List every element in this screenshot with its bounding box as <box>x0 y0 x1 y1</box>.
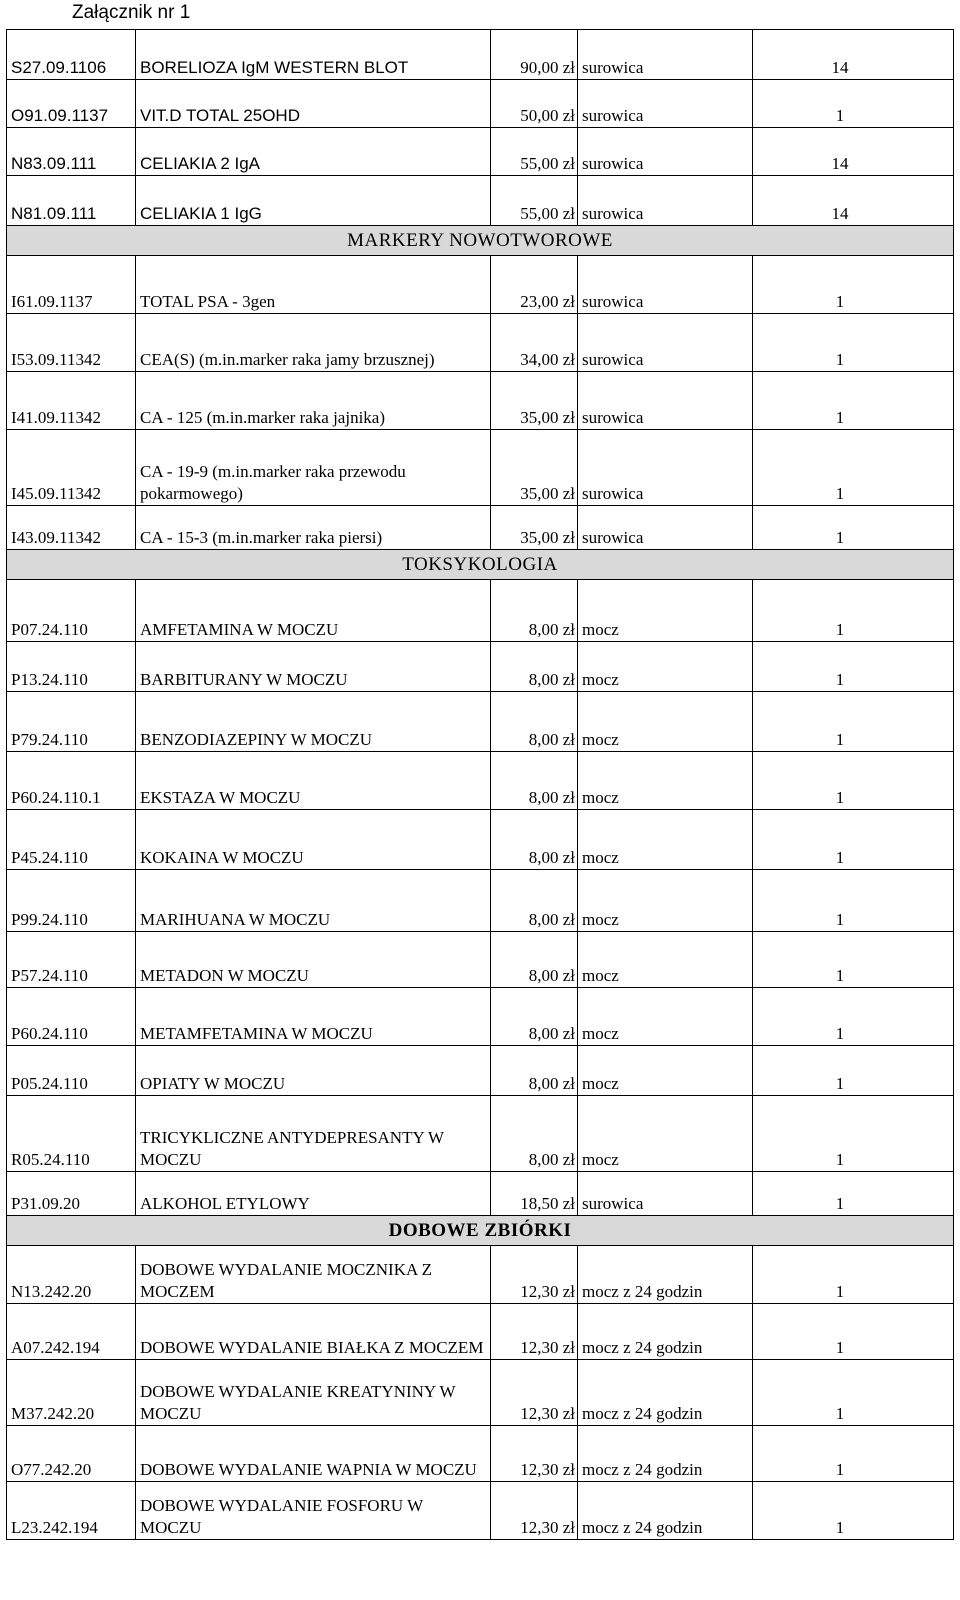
table-row <box>7 1360 954 1426</box>
price-cell: 23,00 zł <box>491 256 578 314</box>
turnaround-cell: 1 <box>753 372 954 430</box>
turnaround-cell: 1 <box>753 870 954 932</box>
test-code-cell: O91.09.1137 <box>7 80 136 128</box>
test-name-cell: DOBOWE WYDALANIE FOSFORU W MOCZU <box>136 1482 491 1540</box>
price-cell: 12,30 zł <box>491 1246 578 1304</box>
section-header: TOKSYKOLOGIA <box>7 550 954 580</box>
turnaround-cell: 14 <box>753 128 954 176</box>
material-cell: mocz <box>578 810 753 870</box>
turnaround-cell: 1 <box>753 256 954 314</box>
price-cell: 12,30 zł <box>491 1360 578 1426</box>
material-cell: surowica <box>578 1172 753 1216</box>
material-cell: mocz <box>578 752 753 810</box>
price-cell: 8,00 zł <box>491 1096 578 1172</box>
material-cell: mocz z 24 godzin <box>578 1426 753 1482</box>
price-cell: 12,30 zł <box>491 1482 578 1540</box>
test-name-cell: MARIHUANA W MOCZU <box>136 870 491 932</box>
table-row <box>7 314 954 372</box>
table-row <box>7 506 954 550</box>
test-name-cell: CA - 19-9 (m.in.marker raka przewodu pokarmowego) <box>136 430 491 506</box>
material-cell: mocz <box>578 870 753 932</box>
price-cell: 8,00 zł <box>491 692 578 752</box>
test-name-cell: EKSTAZA W MOCZU <box>136 752 491 810</box>
turnaround-cell: 1 <box>753 1482 954 1540</box>
price-cell: 50,00 zł <box>491 80 578 128</box>
test-code-cell: M37.242.20 <box>7 1360 136 1426</box>
turnaround-cell: 1 <box>753 314 954 372</box>
table-row <box>7 752 954 810</box>
price-table-body <box>7 30 954 1540</box>
turnaround-cell: 1 <box>753 932 954 988</box>
turnaround-cell: 14 <box>753 30 954 80</box>
price-cell: 18,50 zł <box>491 1172 578 1216</box>
test-name-cell: CA - 15-3 (m.in.marker raka piersi) <box>136 506 491 550</box>
turnaround-cell: 1 <box>753 1426 954 1482</box>
test-code-cell: O77.242.20 <box>7 1426 136 1482</box>
turnaround-cell: 1 <box>753 80 954 128</box>
turnaround-cell: 1 <box>753 752 954 810</box>
material-cell: surowica <box>578 256 753 314</box>
test-name-cell: CELIAKIA 1 IgG <box>136 176 491 226</box>
price-cell: 90,00 zł <box>491 30 578 80</box>
table-row <box>7 1096 954 1172</box>
table-row <box>7 810 954 870</box>
test-code-cell: N13.242.20 <box>7 1246 136 1304</box>
price-cell: 8,00 zł <box>491 870 578 932</box>
price-cell: 55,00 zł <box>491 176 578 226</box>
table-row <box>7 372 954 430</box>
test-name-cell: DOBOWE WYDALANIE MOCZNIKA Z MOCZEM <box>136 1246 491 1304</box>
table-row <box>7 30 954 80</box>
test-code-cell: A07.242.194 <box>7 1304 136 1360</box>
price-cell: 8,00 zł <box>491 642 578 692</box>
price-cell: 8,00 zł <box>491 1046 578 1096</box>
test-name-cell: KOKAINA W MOCZU <box>136 810 491 870</box>
test-code-cell: L23.242.194 <box>7 1482 136 1540</box>
turnaround-cell: 1 <box>753 1046 954 1096</box>
material-cell: mocz z 24 godzin <box>578 1482 753 1540</box>
section-header-row <box>7 550 954 580</box>
table-row <box>7 128 954 176</box>
test-name-cell: BARBITURANY W MOCZU <box>136 642 491 692</box>
test-name-cell: DOBOWE WYDALANIE WAPNIA W MOCZU <box>136 1426 491 1482</box>
table-row <box>7 642 954 692</box>
price-cell: 34,00 zł <box>491 314 578 372</box>
table-row <box>7 1482 954 1540</box>
test-code-cell: P60.24.110 <box>7 988 136 1046</box>
turnaround-cell: 1 <box>753 988 954 1046</box>
material-cell: surowica <box>578 506 753 550</box>
test-name-cell: DOBOWE WYDALANIE KREATYNINY W MOCZU <box>136 1360 491 1426</box>
test-code-cell: I61.09.1137 <box>7 256 136 314</box>
table-row <box>7 176 954 226</box>
material-cell: mocz z 24 godzin <box>578 1304 753 1360</box>
turnaround-cell: 1 <box>753 642 954 692</box>
table-row <box>7 430 954 506</box>
test-code-cell: P13.24.110 <box>7 642 136 692</box>
price-cell: 8,00 zł <box>491 932 578 988</box>
price-cell: 35,00 zł <box>491 506 578 550</box>
test-code-cell: P45.24.110 <box>7 810 136 870</box>
test-name-cell: CELIAKIA 2 IgA <box>136 128 491 176</box>
material-cell: surowica <box>578 314 753 372</box>
price-cell: 12,30 zł <box>491 1426 578 1482</box>
section-header: MARKERY NOWOTWOROWE <box>7 226 954 256</box>
section-header: DOBOWE ZBIÓRKI <box>7 1216 954 1246</box>
table-row <box>7 1304 954 1360</box>
material-cell: mocz z 24 godzin <box>578 1246 753 1304</box>
test-code-cell: P07.24.110 <box>7 580 136 642</box>
test-code-cell: I43.09.11342 <box>7 506 136 550</box>
test-name-cell: CA - 125 (m.in.marker raka jajnika) <box>136 372 491 430</box>
test-code-cell: P60.24.110.1 <box>7 752 136 810</box>
material-cell: mocz <box>578 932 753 988</box>
material-cell: surowica <box>578 30 753 80</box>
turnaround-cell: 14 <box>753 176 954 226</box>
material-cell: surowica <box>578 430 753 506</box>
test-name-cell: BENZODIAZEPINY W MOCZU <box>136 692 491 752</box>
price-cell: 8,00 zł <box>491 580 578 642</box>
test-code-cell: P57.24.110 <box>7 932 136 988</box>
test-name-cell: OPIATY W MOCZU <box>136 1046 491 1096</box>
material-cell: surowica <box>578 176 753 226</box>
material-cell: mocz <box>578 692 753 752</box>
price-cell: 8,00 zł <box>491 810 578 870</box>
material-cell: mocz <box>578 988 753 1046</box>
turnaround-cell: 1 <box>753 692 954 752</box>
material-cell: mocz <box>578 1096 753 1172</box>
table-row <box>7 256 954 314</box>
test-code-cell: P31.09.20 <box>7 1172 136 1216</box>
turnaround-cell: 1 <box>753 1096 954 1172</box>
price-cell: 12,30 zł <box>491 1304 578 1360</box>
price-table <box>6 29 954 1540</box>
table-row <box>7 80 954 128</box>
test-name-cell: TRICYKLICZNE ANTYDEPRESANTY W MOCZU <box>136 1096 491 1172</box>
test-code-cell: P05.24.110 <box>7 1046 136 1096</box>
table-row <box>7 1172 954 1216</box>
turnaround-cell: 1 <box>753 430 954 506</box>
price-cell: 8,00 zł <box>491 752 578 810</box>
price-cell: 35,00 zł <box>491 372 578 430</box>
price-cell: 8,00 zł <box>491 988 578 1046</box>
test-code-cell: S27.09.1106 <box>7 30 136 80</box>
material-cell: mocz <box>578 1046 753 1096</box>
test-code-cell: N83.09.111 <box>7 128 136 176</box>
test-code-cell: I41.09.11342 <box>7 372 136 430</box>
price-cell: 55,00 zł <box>491 128 578 176</box>
table-row <box>7 988 954 1046</box>
test-name-cell: METADON W MOCZU <box>136 932 491 988</box>
test-code-cell: R05.24.110 <box>7 1096 136 1172</box>
test-name-cell: AMFETAMINA W MOCZU <box>136 580 491 642</box>
turnaround-cell: 1 <box>753 506 954 550</box>
test-name-cell: ALKOHOL ETYLOWY <box>136 1172 491 1216</box>
test-name-cell: DOBOWE WYDALANIE BIAŁKA Z MOCZEM <box>136 1304 491 1360</box>
turnaround-cell: 1 <box>753 810 954 870</box>
test-code-cell: I53.09.11342 <box>7 314 136 372</box>
material-cell: mocz z 24 godzin <box>578 1360 753 1426</box>
material-cell: surowica <box>578 372 753 430</box>
material-cell: surowica <box>578 80 753 128</box>
table-row <box>7 932 954 988</box>
document-title: Załącznik nr 1 <box>72 2 191 23</box>
material-cell: mocz <box>578 580 753 642</box>
turnaround-cell: 1 <box>753 1172 954 1216</box>
test-name-cell: TOTAL PSA - 3gen <box>136 256 491 314</box>
test-name-cell: BORELIOZA IgM WESTERN BLOT <box>136 30 491 80</box>
table-row <box>7 580 954 642</box>
test-code-cell: P79.24.110 <box>7 692 136 752</box>
table-row <box>7 1426 954 1482</box>
material-cell: mocz <box>578 642 753 692</box>
turnaround-cell: 1 <box>753 1246 954 1304</box>
test-name-cell: METAMFETAMINA W MOCZU <box>136 988 491 1046</box>
table-row <box>7 1246 954 1304</box>
table-row <box>7 870 954 932</box>
turnaround-cell: 1 <box>753 1360 954 1426</box>
turnaround-cell: 1 <box>753 580 954 642</box>
section-header-row <box>7 1216 954 1246</box>
test-code-cell: N81.09.111 <box>7 176 136 226</box>
section-header-row <box>7 226 954 256</box>
test-code-cell: P99.24.110 <box>7 870 136 932</box>
table-row <box>7 692 954 752</box>
material-cell: surowica <box>578 128 753 176</box>
test-name-cell: VIT.D TOTAL 25OHD <box>136 80 491 128</box>
price-cell: 35,00 zł <box>491 430 578 506</box>
test-code-cell: I45.09.11342 <box>7 430 136 506</box>
table-row <box>7 1046 954 1096</box>
turnaround-cell: 1 <box>753 1304 954 1360</box>
test-name-cell: CEA(S) (m.in.marker raka jamy brzusznej) <box>136 314 491 372</box>
